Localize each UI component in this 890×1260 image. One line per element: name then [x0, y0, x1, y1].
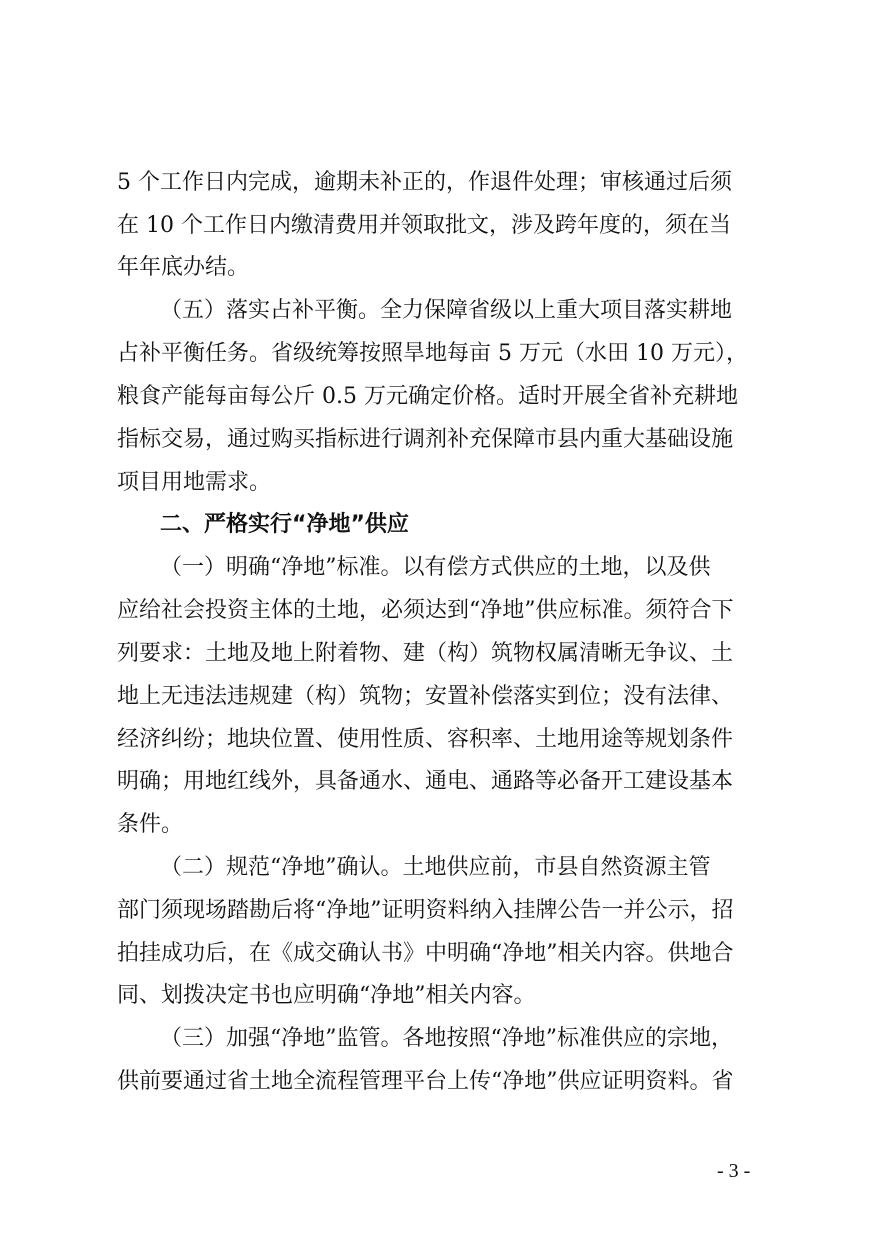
body-text-line: 5 个工作日内完成，逾期未补正的，作退件处理；审核通过后须 [117, 170, 732, 195]
paragraph-heading-line: （二）规范“净地”确认。土地供应前，市县自然资源主管 [160, 855, 711, 880]
body-text-line: 年年底办结。 [117, 255, 250, 280]
body-text-line: 同、划拨决定书也应明确“净地”相关内容。 [117, 983, 536, 1008]
page-number: - 3 - [717, 1160, 751, 1182]
body-text-line: 地上无违法违规建（构）筑物；安置补偿落实到位；没有法律、 [117, 684, 734, 709]
body-text-line: 经济纠纷；地块位置、使用性质、容积率、土地用途等规划条件 [117, 727, 734, 752]
section-heading: 二、严格实行“净地”供应 [160, 512, 409, 537]
body-text-line: 拍挂成功后，在《成交确认书》中明确“净地”相关内容。供地合 [117, 941, 734, 966]
paragraph-heading-line: （一）明确“净地”标准。以有偿方式供应的土地，以及供 [160, 555, 711, 580]
body-text-line: 供前要通过省土地全流程管理平台上传“净地”供应证明资料。省 [117, 1069, 734, 1094]
body-text-line: 明确；用地红线外，具备通水、通电、通路等必备开工建设基本 [117, 769, 734, 794]
body-text-line: 占补平衡任务。省级统筹按照旱地每亩 5 万元（水田 10 万元）， [117, 341, 748, 366]
body-text-line: 列要求：土地及地上附着物、建（构）筑物权属清晰无争议、土 [117, 641, 734, 666]
paragraph-heading-line: （五）落实占补平衡。全力保障省级以上重大项目落实耕地 [160, 298, 733, 323]
body-text-line: 在 10 个工作日内缴清费用并领取批文，涉及跨年度的，须在当 [117, 213, 731, 238]
body-text-line: 项目用地需求。 [117, 470, 272, 495]
body-text-line: 部门须现场踏勘后将“净地”证明资料纳入挂牌公告一并公示，招 [117, 898, 734, 923]
body-text-line: 条件。 [117, 812, 184, 837]
paragraph-heading-line: （三）加强“净地”监管。各地按照“净地”标准供应的宗地， [160, 1026, 733, 1051]
body-text-line: 指标交易，通过购买指标进行调剂补充保障市县内重大基础设施 [117, 427, 734, 452]
body-text-line: 应给社会投资主体的土地，必须达到“净地”供应标准。须符合下 [117, 598, 734, 623]
body-text-line: 粮食产能每亩每公斤 0.5 万元确定价格。适时开展全省补充耕地 [117, 384, 738, 409]
